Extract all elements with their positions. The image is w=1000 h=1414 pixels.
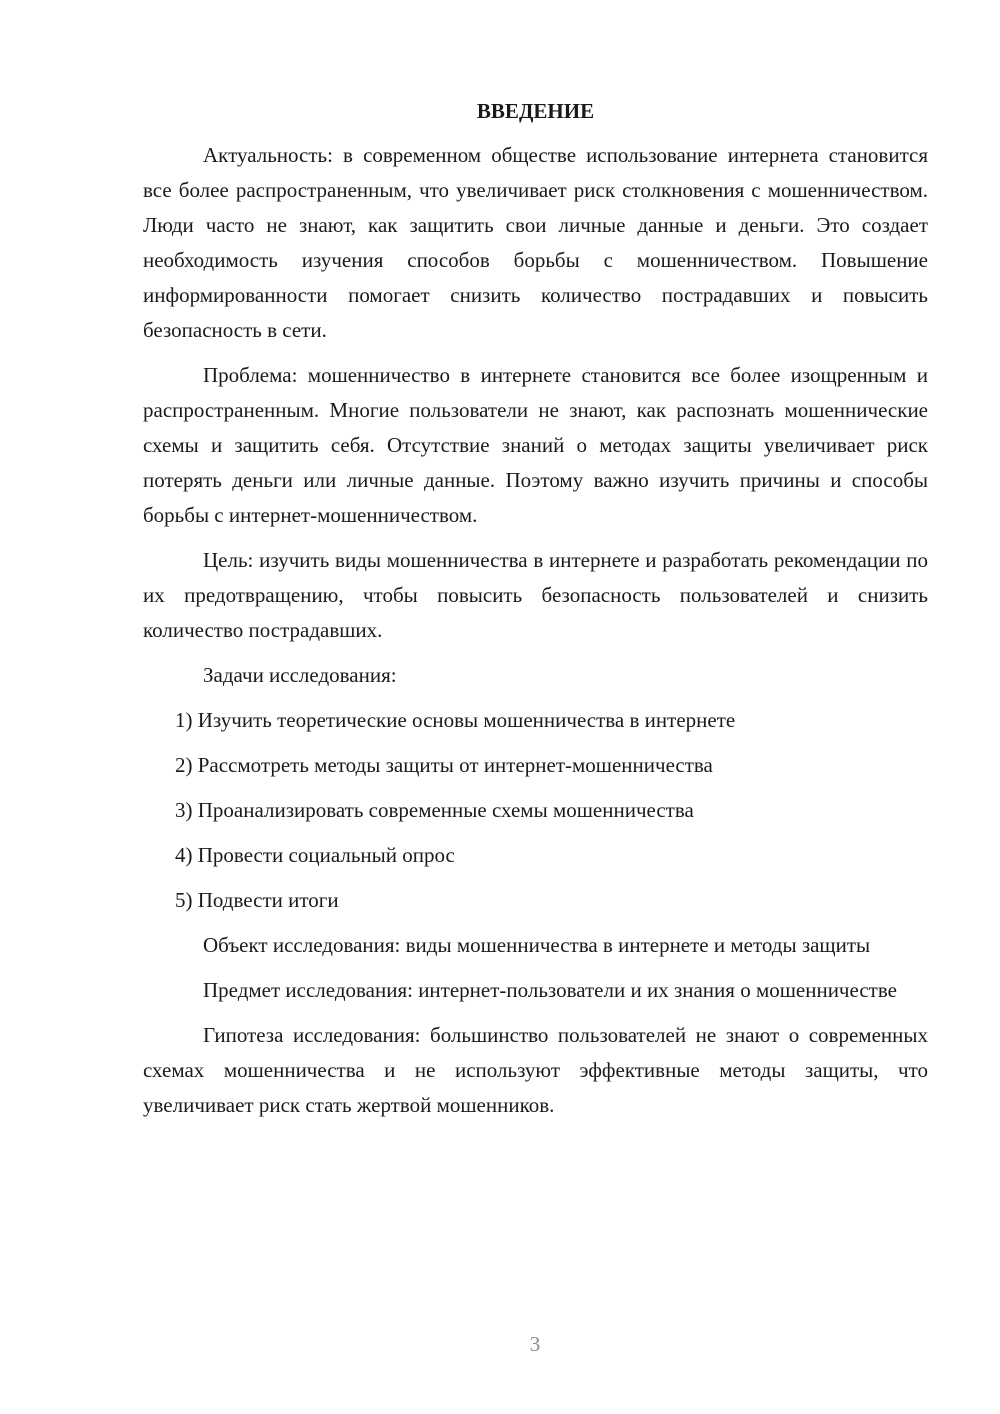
paragraph-hypothesis: Гипотеза исследования: большинство пользователей не знают о современных схемах мошенничества и не используют эффективные методы защиты, что увеличивает риск стать жертвой мошенников.	[143, 1023, 928, 1117]
list-item: 1) Изучить теоретические основы мошенничества в интернете	[175, 708, 736, 732]
paragraph-goal: Цель: изучить виды мошенничества в интернете и разработать рекомендации по их предотвращению, чтобы повысить безопасность пользователей и снизить количество пострадавших.	[143, 548, 928, 642]
paragraph-relevance: Актуальность: в современном обществе использование интернета становится все более распространенным, что увеличивает риск столкновения с мошенничеством. Люди часто не знают, как защитить свои личные данные и деньги. Это создает необходимость изучения способов борьбы с мошенничеством. Повышение информированности помогает снизить количество пострадавших и повысить безопасность в сети.	[143, 143, 928, 342]
paragraph-problem: Проблема: мошенничество в интернете становится все более изощренным и распространенным. Многие пользователи не знают, как распознать мошеннические схемы и защитить себя. Отсутствие знаний о методах защиты увеличивает риск потерять деньги или личные данные. Поэтому важно изучить причины и способы борьбы с интернет-мошенничеством.	[143, 363, 928, 527]
page-number: 3	[529, 1332, 541, 1356]
section-title: ВВЕДЕНИЕ	[476, 99, 595, 123]
list-item: 3) Проанализировать современные схемы мошенничества	[175, 798, 694, 822]
tasks-heading: Задачи исследования:	[203, 663, 397, 687]
list-item: 5) Подвести итоги	[175, 888, 339, 912]
paragraph-subject: Предмет исследования: интернет-пользователи и их знания о мошенничестве	[203, 978, 897, 1002]
tasks-list	[143, 703, 928, 918]
list-item: 2) Рассмотреть методы защиты от интернет-мошенничества	[175, 753, 713, 777]
page-content	[143, 95, 928, 1133]
list-item: 4) Провести социальный опрос	[175, 843, 455, 867]
paragraph-object: Объект исследования: виды мошенничества в интернете и методы защиты	[203, 933, 871, 957]
